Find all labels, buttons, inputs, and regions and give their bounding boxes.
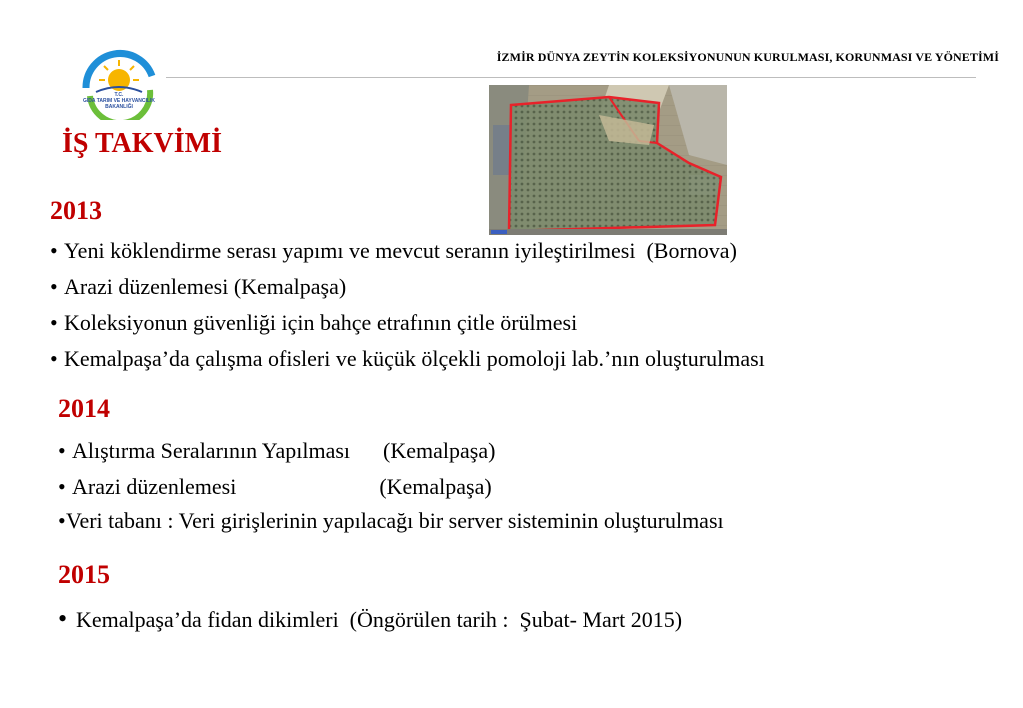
year-2013-heading: 2013	[50, 196, 102, 225]
logo-text-line: T.C.	[114, 92, 124, 98]
bullet-icon: •	[50, 274, 58, 299]
list-item-text: Alıştırma Seralarının Yapılması (Kemalpaşa)	[72, 438, 496, 463]
slide-title: İŞ TAKVİMİ	[62, 128, 223, 159]
list-item-text: Veri tabanı : Veri girişlerinin yapılacağı bir server sisteminin oluşturulması	[66, 508, 724, 533]
logo-text-line: GIDA TARIM VE HAYVANCILIK	[83, 98, 155, 104]
list-item	[50, 238, 737, 264]
list-item	[58, 438, 495, 464]
bullet-icon: •	[50, 238, 58, 263]
satellite-map-image	[489, 85, 727, 235]
list-item-text: Yeni köklendirme serası yapımı ve mevcut seranın iyileştirilmesi (Bornova)	[64, 238, 737, 263]
header-divider	[166, 77, 976, 78]
bullet-icon: •	[58, 474, 66, 499]
bullet-icon: •	[50, 346, 58, 371]
logo-caption	[76, 92, 162, 110]
year-2015-heading: 2015	[58, 560, 110, 589]
list-item	[58, 508, 724, 534]
list-item	[58, 606, 682, 633]
list-item	[50, 274, 346, 300]
list-item	[50, 346, 765, 372]
bullet-icon: •	[58, 438, 66, 463]
list-item-text: Kemalpaşa’da çalışma ofisleri ve küçük ölçekli pomoloji lab.’nın oluşturulması	[64, 346, 765, 371]
bullet-icon: •	[58, 508, 66, 533]
year-2014-heading: 2014	[58, 394, 110, 423]
logo-text-line: BAKANLIĞI	[105, 104, 133, 110]
list-item	[58, 474, 492, 500]
list-item-text: Koleksiyonun güvenliği için bahçe etrafının çitle örülmesi	[64, 310, 578, 335]
bullet-icon: •	[58, 604, 68, 633]
list-item-text: Arazi düzenlemesi (Kemalpaşa)	[64, 274, 347, 299]
list-item	[50, 310, 577, 336]
list-item-text: Kemalpaşa’da fidan dikimleri (Öngörülen tarih : Şubat- Mart 2015)	[76, 607, 683, 632]
bullet-icon: •	[50, 310, 58, 335]
header-title: İZMİR DÜNYA ZEYTİN KOLEKSİYONUNUN KURULMASI, KORUNMASI VE YÖNETİMİ	[496, 50, 999, 64]
list-item-text: Arazi düzenlemesi (Kemalpaşa)	[72, 474, 492, 499]
